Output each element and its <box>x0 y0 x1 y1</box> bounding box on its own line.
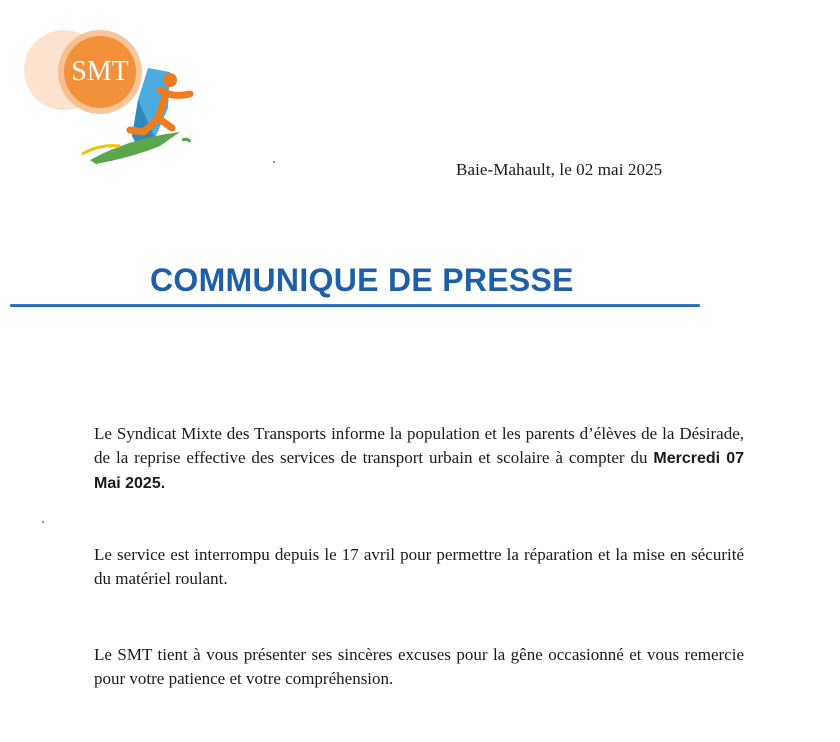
document-title: COMMUNIQUE DE PRESSE <box>150 262 574 298</box>
scan-speck <box>42 521 44 523</box>
paragraph-1-text: Le Syndicat Mixte des Transports informe la population et les parents d’élèves de la Désirade, de la reprise effective des services de transport urbain et scolaire à compter du <box>94 424 744 467</box>
paragraph-1 <box>94 422 744 496</box>
smt-logo-graphic <box>20 28 205 173</box>
smt-logo-text: SMT <box>71 56 129 87</box>
smt-logo <box>20 28 205 173</box>
title-underline <box>10 304 700 307</box>
date-line: Baie-Mahault, le 02 mai 2025 <box>456 160 663 179</box>
paragraph-2: Le service est interrompu depuis le 17 avril pour permettre la réparation et la mise en sécurité du matériel roulant. <box>94 545 744 588</box>
scan-speck <box>273 161 275 163</box>
paragraph-3: Le SMT tient à vous présenter ses sincères excuses pour la gêne occasionné et vous remercie pour votre patience et votre compréhension. <box>94 645 744 688</box>
paragraph-1-date: Mercredi 07 Mai 2025. <box>94 450 745 492</box>
